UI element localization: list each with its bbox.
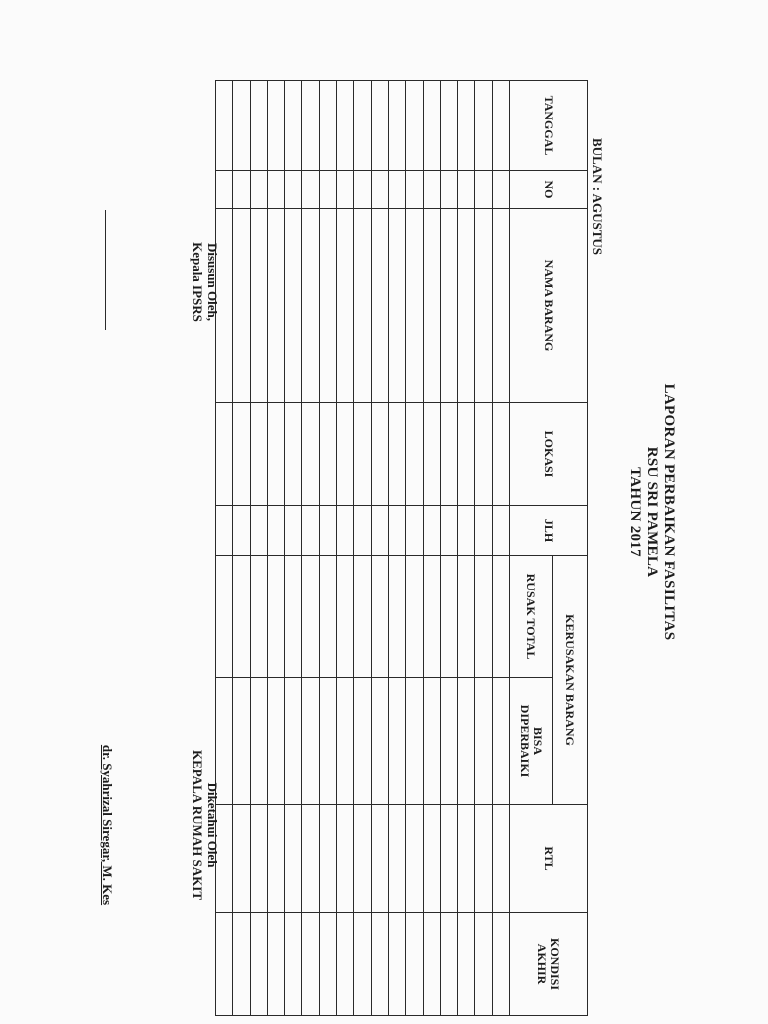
table-cell — [388, 209, 405, 403]
table-cell — [215, 171, 232, 209]
table-row — [440, 81, 457, 1016]
table-cell — [440, 678, 457, 805]
table-row — [492, 81, 509, 1016]
table-cell — [371, 805, 388, 913]
report-month: BULAN : AGUSTUS — [590, 138, 605, 256]
table-cell — [458, 678, 475, 805]
table-cell — [250, 403, 267, 506]
table-cell — [406, 556, 423, 678]
table-cell — [440, 506, 457, 556]
table-cell — [492, 506, 509, 556]
header-rusak-total: RUSAK TOTAL — [510, 556, 553, 678]
table-cell — [302, 506, 319, 556]
table-cell — [458, 209, 475, 403]
table-cell — [337, 556, 354, 678]
table-cell — [233, 209, 250, 403]
table-cell — [250, 81, 267, 171]
header-no: NO — [510, 171, 588, 209]
table-cell — [475, 913, 492, 1016]
prepared-by-label: Disusun Oleh, — [205, 242, 220, 322]
prepared-by-signature-line — [105, 210, 106, 330]
table-cell — [285, 403, 302, 506]
table-cell — [250, 209, 267, 403]
table-cell — [475, 678, 492, 805]
table-cell — [371, 506, 388, 556]
table-cell — [337, 209, 354, 403]
table-cell — [337, 506, 354, 556]
repair-report-table — [215, 80, 588, 1016]
table-cell — [319, 805, 336, 913]
table-cell — [302, 209, 319, 403]
table-cell — [440, 556, 457, 678]
header-kerusakan-barang: KERUSAKAN BARANG — [553, 556, 588, 805]
table-row — [423, 81, 440, 1016]
table-cell — [406, 209, 423, 403]
table-cell — [354, 209, 371, 403]
header-kondisi-akhir — [510, 913, 588, 1016]
table-cell — [233, 171, 250, 209]
header-kondisi-line1: KONDISI — [548, 937, 563, 990]
header-kondisi-line2: AKHIR — [535, 943, 550, 985]
table-cell — [337, 678, 354, 805]
table-cell — [440, 81, 457, 171]
table-cell — [250, 556, 267, 678]
table-cell — [475, 805, 492, 913]
hospital-director-name: dr. Syahrizal Siregar, M. Kes — [100, 744, 115, 906]
table-cell — [406, 403, 423, 506]
table-cell — [250, 171, 267, 209]
table-cell — [475, 506, 492, 556]
table-cell — [371, 81, 388, 171]
table-cell — [267, 209, 284, 403]
header-tanggal: TANGGAL — [510, 81, 588, 171]
table-cell — [337, 171, 354, 209]
header-jlh: JLH — [510, 506, 588, 556]
acknowledged-by-label: Diketahui Oleh — [205, 782, 220, 868]
table-cell — [492, 209, 509, 403]
table-cell — [285, 556, 302, 678]
table-cell — [440, 209, 457, 403]
table-cell — [215, 506, 232, 556]
table-body — [215, 81, 509, 1016]
table-cell — [354, 678, 371, 805]
table-cell — [233, 403, 250, 506]
table-cell — [388, 403, 405, 506]
table-cell — [233, 678, 250, 805]
table-row — [388, 81, 405, 1016]
table-cell — [337, 403, 354, 506]
table-cell — [475, 403, 492, 506]
table-cell — [250, 506, 267, 556]
table-cell — [233, 913, 250, 1016]
table-cell — [440, 913, 457, 1016]
table-cell — [354, 556, 371, 678]
table-cell — [319, 506, 336, 556]
table-cell — [423, 171, 440, 209]
table-cell — [337, 805, 354, 913]
table-cell — [285, 171, 302, 209]
table-cell — [285, 81, 302, 171]
table-cell — [388, 678, 405, 805]
table-cell — [423, 209, 440, 403]
table-cell — [285, 506, 302, 556]
table-cell — [458, 506, 475, 556]
table-cell — [337, 913, 354, 1016]
table-cell — [250, 805, 267, 913]
table-row — [302, 81, 319, 1016]
table-cell — [267, 403, 284, 506]
table-cell — [492, 678, 509, 805]
table-cell — [458, 81, 475, 171]
table-cell — [302, 556, 319, 678]
table-cell — [406, 81, 423, 171]
report-year: TAHUN 2017 — [627, 467, 643, 557]
table-cell — [423, 506, 440, 556]
table-cell — [406, 913, 423, 1016]
hospital-name: RSU SRI PAMELA — [644, 446, 660, 578]
table-header — [510, 81, 588, 1016]
table-cell — [423, 81, 440, 171]
table-cell — [440, 403, 457, 506]
table-cell — [388, 506, 405, 556]
table-cell — [319, 678, 336, 805]
table-row — [319, 81, 336, 1016]
header-bisa-line2: DIPERBAIKI — [518, 704, 532, 778]
table-cell — [354, 171, 371, 209]
table-cell — [354, 913, 371, 1016]
table-cell — [406, 506, 423, 556]
table-cell — [458, 171, 475, 209]
table-cell — [319, 81, 336, 171]
table-cell — [319, 403, 336, 506]
table-cell — [492, 171, 509, 209]
table-cell — [423, 556, 440, 678]
acknowledged-by-title: KEPALA RUMAH SAKIT — [190, 750, 205, 900]
table-cell — [302, 403, 319, 506]
table-cell — [302, 913, 319, 1016]
table-cell — [215, 403, 232, 506]
table-row — [267, 81, 284, 1016]
table-cell — [440, 805, 457, 913]
table-row — [354, 81, 371, 1016]
table-cell — [458, 556, 475, 678]
table-cell — [302, 171, 319, 209]
table-cell — [302, 81, 319, 171]
table-cell — [267, 913, 284, 1016]
table-cell — [371, 209, 388, 403]
table-cell — [267, 81, 284, 171]
header-bisa-diperbaiki — [510, 678, 553, 805]
table-row — [371, 81, 388, 1016]
table-cell — [267, 171, 284, 209]
table-cell — [388, 556, 405, 678]
table-cell — [267, 678, 284, 805]
table-cell — [492, 403, 509, 506]
table-cell — [371, 678, 388, 805]
report-title: LAPORAN PERBAIKAN FASILITAS — [661, 383, 677, 641]
acknowledged-by-block — [190, 720, 220, 930]
table-cell — [215, 81, 232, 171]
table-cell — [354, 506, 371, 556]
table-cell — [371, 403, 388, 506]
table-cell — [458, 403, 475, 506]
table-cell — [233, 81, 250, 171]
table-cell — [458, 913, 475, 1016]
table-cell — [371, 556, 388, 678]
table-cell — [406, 678, 423, 805]
table-cell — [233, 556, 250, 678]
header-bisa-line1: BISA — [531, 726, 545, 755]
table-cell — [406, 805, 423, 913]
table-row — [458, 81, 475, 1016]
table-cell — [285, 805, 302, 913]
table-cell — [354, 403, 371, 506]
table-cell — [492, 913, 509, 1016]
table-cell — [267, 556, 284, 678]
table-cell — [388, 805, 405, 913]
table-cell — [319, 556, 336, 678]
table-cell — [285, 678, 302, 805]
prepared-by-block — [190, 212, 220, 352]
table-cell — [337, 81, 354, 171]
table-cell — [458, 805, 475, 913]
table-cell — [475, 209, 492, 403]
table-cell — [492, 81, 509, 171]
table-cell — [423, 678, 440, 805]
table-cell — [492, 805, 509, 913]
table-cell — [388, 913, 405, 1016]
header-nama-barang: NAMA BARANG — [510, 209, 588, 403]
table-cell — [319, 913, 336, 1016]
table-cell — [267, 805, 284, 913]
table-cell — [267, 506, 284, 556]
table-cell — [215, 556, 232, 678]
table-cell — [423, 805, 440, 913]
header-rtl: RTL — [510, 805, 588, 913]
table-cell — [354, 805, 371, 913]
table-row — [250, 81, 267, 1016]
table-cell — [319, 209, 336, 403]
header-lokasi: LOKASI — [510, 403, 588, 506]
table-row — [337, 81, 354, 1016]
table-cell — [319, 171, 336, 209]
table-cell — [406, 171, 423, 209]
table-cell — [475, 171, 492, 209]
table-cell — [475, 556, 492, 678]
table-cell — [285, 209, 302, 403]
table-row — [406, 81, 423, 1016]
prepared-by-title: Kepala IPSRS — [190, 242, 205, 322]
table-cell — [233, 805, 250, 913]
table-cell — [371, 171, 388, 209]
table-cell — [388, 81, 405, 171]
table-cell — [250, 678, 267, 805]
table-row — [475, 81, 492, 1016]
table-cell — [233, 506, 250, 556]
table-cell — [388, 171, 405, 209]
table-row — [285, 81, 302, 1016]
table-cell — [423, 403, 440, 506]
table-cell — [440, 171, 457, 209]
table-cell — [492, 556, 509, 678]
table-cell — [475, 81, 492, 171]
table-row — [233, 81, 250, 1016]
table-cell — [354, 81, 371, 171]
table-cell — [302, 805, 319, 913]
table-cell — [285, 913, 302, 1016]
table-cell — [302, 678, 319, 805]
table-cell — [423, 913, 440, 1016]
table-cell — [371, 913, 388, 1016]
table-cell — [250, 913, 267, 1016]
